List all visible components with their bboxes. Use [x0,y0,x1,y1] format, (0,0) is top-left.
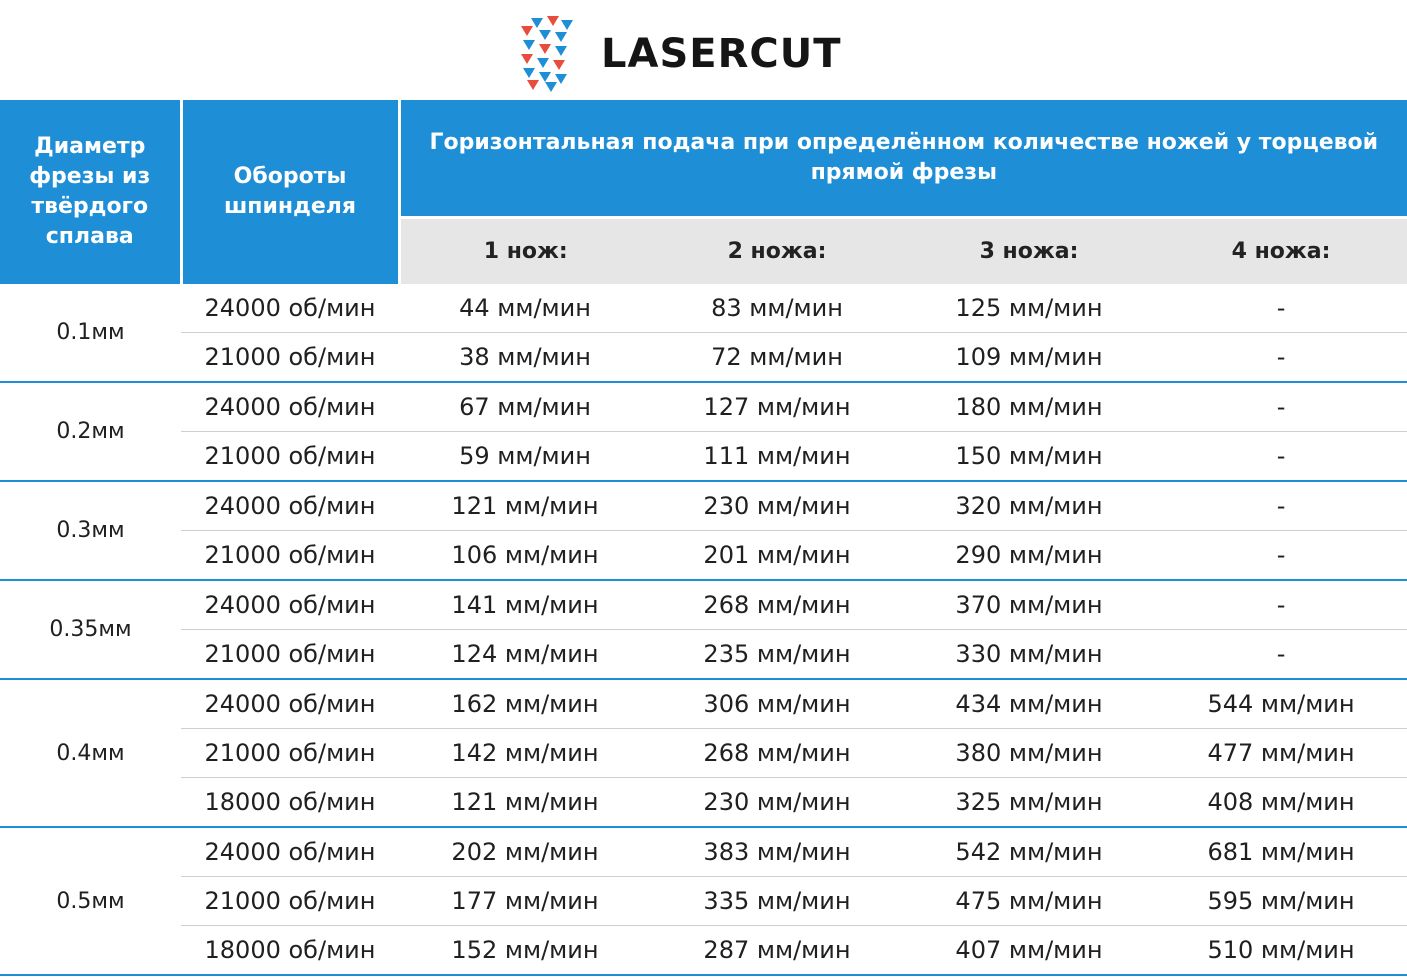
table-header [0,100,1407,284]
table-row [0,729,1407,778]
cell-feed-knives-4: 510 мм/мин [1155,926,1407,976]
brand-name: LASERCUT [601,31,842,77]
cell-feed-knives-4: 477 мм/мин [1155,729,1407,778]
cell-feed-knives-4: - [1155,382,1407,432]
cell-rpm: 21000 об/мин [181,729,399,778]
cell-rpm: 18000 об/мин [181,778,399,828]
table-row [0,679,1407,729]
table-row [0,284,1407,333]
cell-feed-knives-3: 125 мм/мин [903,284,1155,333]
cell-rpm: 24000 об/мин [181,679,399,729]
header-feed-group: Горизонтальная подача при определённом количестве ножей у торцевой прямой фрезы [399,100,1407,218]
cell-feed-knives-4: 408 мм/мин [1155,778,1407,828]
cell-rpm: 21000 об/мин [181,877,399,926]
cell-feed-knives-4: - [1155,580,1407,630]
cell-feed-knives-1: 121 мм/мин [399,481,651,531]
cell-rpm: 21000 об/мин [181,630,399,680]
cell-rpm: 21000 об/мин [181,333,399,383]
cell-feed-knives-1: 202 мм/мин [399,827,651,877]
table-row [0,481,1407,531]
cell-feed-knives-3: 150 мм/мин [903,432,1155,482]
cell-rpm: 24000 об/мин [181,580,399,630]
cell-rpm: 24000 об/мин [181,827,399,877]
cell-rpm: 18000 об/мин [181,926,399,976]
cell-feed-knives-1: 121 мм/мин [399,778,651,828]
cell-feed-knives-3: 434 мм/мин [903,679,1155,729]
cell-feed-knives-4: 544 мм/мин [1155,679,1407,729]
cell-diameter: 0.4мм [0,679,181,827]
cell-feed-knives-1: 44 мм/мин [399,284,651,333]
cell-feed-knives-4: 595 мм/мин [1155,877,1407,926]
cell-feed-knives-1: 67 мм/мин [399,382,651,432]
cell-feed-knives-2: 383 мм/мин [651,827,903,877]
header-rpm: Обороты шпинделя [181,100,399,284]
cell-feed-knives-1: 142 мм/мин [399,729,651,778]
table-row [0,432,1407,482]
cell-feed-knives-3: 475 мм/мин [903,877,1155,926]
cell-feed-knives-1: 124 мм/мин [399,630,651,680]
cell-rpm: 21000 об/мин [181,432,399,482]
header-diameter: Диаметр фрезы из твёрдого сплава [0,100,181,284]
cell-feed-knives-1: 177 мм/мин [399,877,651,926]
cell-feed-knives-4: - [1155,333,1407,383]
cell-feed-knives-3: 407 мм/мин [903,926,1155,976]
table-row [0,827,1407,877]
cell-diameter: 0.35мм [0,580,181,679]
cell-feed-knives-2: 287 мм/мин [651,926,903,976]
cell-feed-knives-2: 201 мм/мин [651,531,903,581]
cell-feed-knives-3: 370 мм/мин [903,580,1155,630]
cell-feed-knives-1: 106 мм/мин [399,531,651,581]
cell-feed-knives-1: 162 мм/мин [399,679,651,729]
cell-diameter: 0.5мм [0,827,181,975]
header-knife-1: 1 нож: [399,218,651,285]
cell-feed-knives-2: 230 мм/мин [651,481,903,531]
header-knife-2: 2 ножа: [651,218,903,285]
cell-feed-knives-2: 230 мм/мин [651,778,903,828]
cell-feed-knives-4: - [1155,481,1407,531]
cell-feed-knives-2: 111 мм/мин [651,432,903,482]
table-row [0,778,1407,828]
cell-feed-knives-2: 306 мм/мин [651,679,903,729]
cell-feed-knives-4: - [1155,630,1407,680]
cell-feed-knives-3: 325 мм/мин [903,778,1155,828]
cell-feed-knives-1: 141 мм/мин [399,580,651,630]
feed-rate-table [0,100,1407,976]
header-knife-4: 4 ножа: [1155,218,1407,285]
cell-feed-knives-2: 335 мм/мин [651,877,903,926]
cell-feed-knives-2: 268 мм/мин [651,729,903,778]
table-row [0,630,1407,680]
cell-feed-knives-2: 83 мм/мин [651,284,903,333]
cell-rpm: 24000 об/мин [181,481,399,531]
table-row [0,877,1407,926]
header-knife-3: 3 ножа: [903,218,1155,285]
table-row [0,580,1407,630]
cell-feed-knives-4: 681 мм/мин [1155,827,1407,877]
cell-feed-knives-4: - [1155,284,1407,333]
brand-logo [517,14,842,94]
cell-feed-knives-1: 38 мм/мин [399,333,651,383]
cell-feed-knives-3: 542 мм/мин [903,827,1155,877]
table-body [0,284,1407,975]
cell-feed-knives-2: 127 мм/мин [651,382,903,432]
cell-feed-knives-3: 330 мм/мин [903,630,1155,680]
cell-feed-knives-2: 235 мм/мин [651,630,903,680]
cell-feed-knives-2: 72 мм/мин [651,333,903,383]
table-row [0,333,1407,383]
table-row [0,531,1407,581]
cell-feed-knives-1: 152 мм/мин [399,926,651,976]
cell-rpm: 21000 об/мин [181,531,399,581]
cell-feed-knives-4: - [1155,531,1407,581]
cell-feed-knives-3: 320 мм/мин [903,481,1155,531]
cell-feed-knives-3: 290 мм/мин [903,531,1155,581]
cell-diameter: 0.2мм [0,382,181,481]
cell-feed-knives-3: 109 мм/мин [903,333,1155,383]
table-row [0,382,1407,432]
cell-diameter: 0.1мм [0,284,181,382]
cell-feed-knives-3: 380 мм/мин [903,729,1155,778]
cell-rpm: 24000 об/мин [181,284,399,333]
cell-diameter: 0.3мм [0,481,181,580]
cell-feed-knives-2: 268 мм/мин [651,580,903,630]
cell-feed-knives-3: 180 мм/мин [903,382,1155,432]
table-row [0,926,1407,976]
logo-triangles-icon [517,14,577,94]
cell-rpm: 24000 об/мин [181,382,399,432]
cell-feed-knives-4: - [1155,432,1407,482]
cell-feed-knives-1: 59 мм/мин [399,432,651,482]
